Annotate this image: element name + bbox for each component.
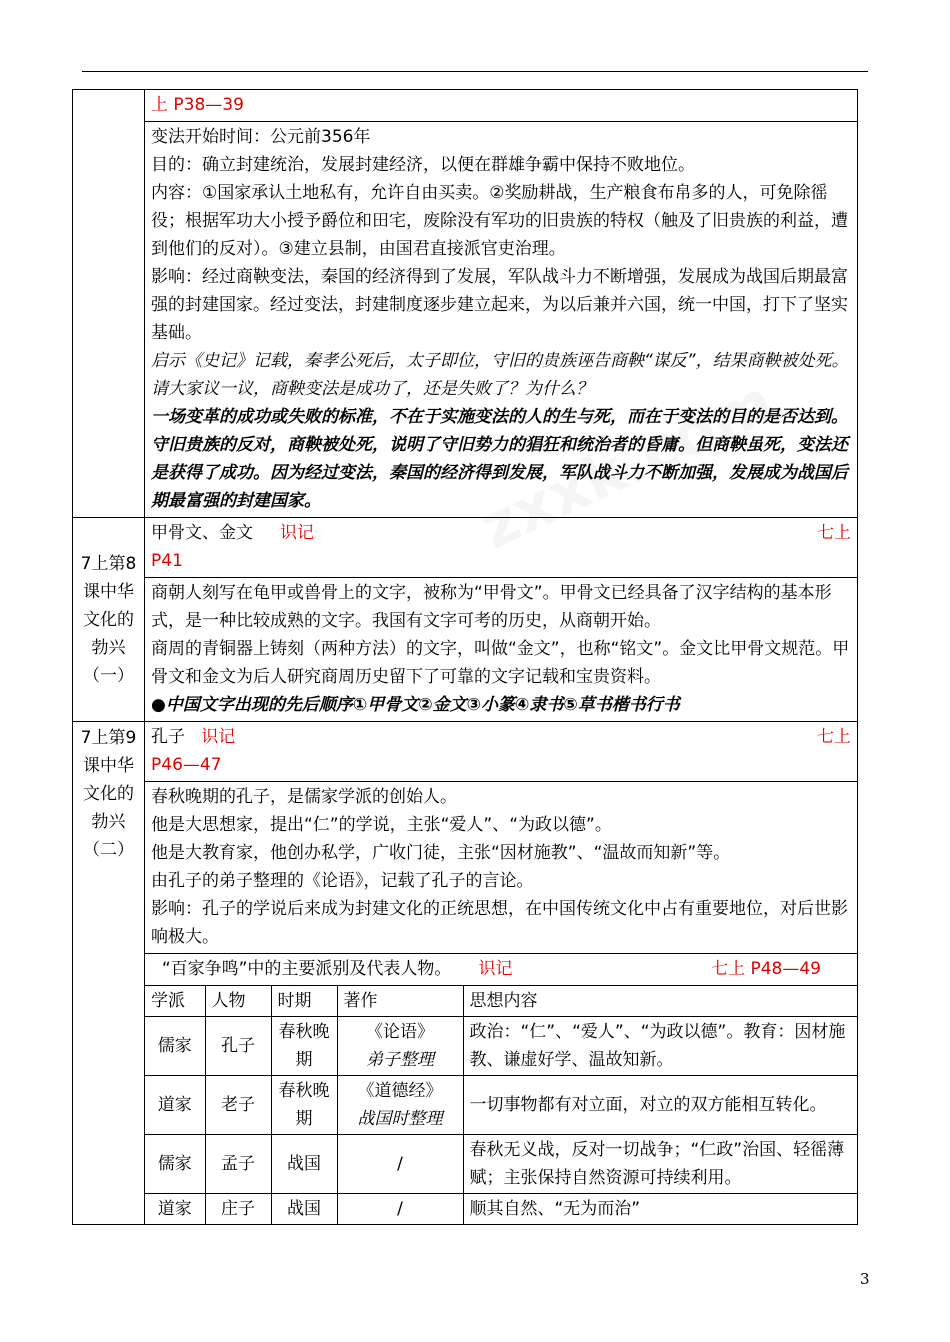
lesson9-title: 孔子 — [151, 727, 185, 747]
influence: 影响：经过商鞅变法，秦国的经济得到了发展，军队战斗力不断增强，发展成为战国后期最富强的封建国家。经过变法，封建制度逐步建立起来，为以后兼并六国，统一中国，打下了坚实基础。 — [151, 267, 848, 343]
bronze-text: 商周的青铜器上铸刻（两种方法）的文字，叫做“金文”，也称“铭文”。金文比甲骨文规范。甲骨文和金文为后人研究商周历史留下了可靠的文字记载和宝贵资料。 — [151, 639, 850, 687]
schools-table — [145, 986, 857, 1224]
period: 春秋晚期 — [271, 1076, 337, 1135]
lesson9-page: P46—47 — [151, 755, 222, 775]
section1-ref: 上 P38—39 — [145, 90, 858, 122]
schools-row — [73, 954, 858, 1225]
col-idea: 思想内容 — [463, 986, 857, 1017]
work-note: 弟子整理 — [366, 1050, 434, 1070]
idea: 顺其自然、“无为而治” — [463, 1194, 857, 1225]
section1-body-row — [73, 122, 858, 518]
confucius-line-2: 他是大思想家，提出“仁”的学说，主张“爱人”、“为政以德”。 — [151, 815, 612, 835]
person: 孔子 — [205, 1017, 271, 1076]
work — [337, 1017, 463, 1076]
lesson9-header-row — [73, 722, 858, 782]
lesson9-body — [145, 782, 858, 954]
schools-title: “百家争鸣”中的主要派别及代表人物。 — [161, 959, 452, 979]
table-row — [145, 1194, 857, 1225]
col-person: 人物 — [205, 986, 271, 1017]
lesson8-title: 甲骨文、金文 — [151, 523, 253, 543]
table-row — [145, 1017, 857, 1076]
col-period: 时期 — [271, 986, 337, 1017]
confucius-line-3: 他是大教育家，他创办私学，广收门徒，主张“因材施教”、“温故而知新”等。 — [151, 843, 731, 863]
school: 儒家 — [145, 1135, 205, 1194]
idea: 春秋无义战，反对一切战争；“仁政”治国、轻徭薄赋；主张保持自然资源可持续利用。 — [463, 1135, 857, 1194]
lesson8-body — [145, 578, 858, 722]
lesson8-header-row — [73, 518, 858, 578]
lesson8-body-row — [73, 578, 858, 722]
section1-left-cell — [73, 90, 145, 518]
header-rule — [82, 71, 868, 72]
notes-table-wrapper — [72, 89, 858, 1225]
idea: 一切事物都有对立面，对立的双方能相互转化。 — [463, 1076, 857, 1135]
work-title: 《道德经》 — [357, 1081, 443, 1101]
period: 战国 — [271, 1135, 337, 1194]
work-note: 战国时整理 — [357, 1109, 443, 1129]
schools-ref: 七上 P48—49 — [711, 959, 821, 979]
period: 春秋晚期 — [271, 1017, 337, 1076]
confucius-line-4: 由孔子的弟子整理的《论语》，记载了孔子的言论。 — [151, 871, 534, 891]
lesson8-page: P41 — [151, 551, 183, 571]
question: 启示《史记》记载，秦孝公死后，太子即位，守旧的贵族诬告商鞅“谋反”，结果商鞅被处死。请大家议一议，商鞅变法是成功了，还是失败了？为什么？ — [151, 351, 849, 399]
content: 内容：①国家承认土地私有，允许自由买卖。②奖励耕战，生产粮食布帛多的人，可免除徭役；根据军功大小授予爵位和田宅，废除没有军功的旧贵族的特权（触及了旧贵族的利益，遭到他们的反对）。③建立县制，由国君直接派官吏治理。 — [151, 183, 848, 259]
table-row — [145, 1135, 857, 1194]
work — [337, 1076, 463, 1135]
lesson8-tag: 识记 — [280, 523, 315, 543]
purpose: 目的：确立封建统治，发展封建经济，以便在群雄争霸中保持不败地位。 — [151, 155, 695, 175]
page-number: 3 — [860, 1270, 870, 1288]
lesson9-label: 7上第9课中华文化的勃兴（二） — [73, 722, 145, 1225]
col-school: 学派 — [145, 986, 205, 1017]
lesson9-body-row — [73, 782, 858, 954]
confucius-line-1: 春秋晚期的孔子，是儒家学派的创始人。 — [151, 787, 457, 807]
work: / — [337, 1194, 463, 1225]
section1-body — [145, 122, 858, 518]
answer: 一场变革的成功或失败的标准，不在于实施变法的人的生与死，而在于变法的目的是否达到。守旧贵族的反对，商鞅被处死，说明了守旧势力的猖狂和统治者的昏庸。但商鞅虽死，变法还是获得了成功。因为经过变法，秦国的经济得到发展，军队战斗力不断加强，发展成为战国后期最富强的封建国家。 — [151, 407, 848, 511]
notes-table — [72, 89, 858, 1225]
table-row — [145, 1076, 857, 1135]
section1-ref-row — [73, 90, 858, 122]
start-time: 变法开始时间：公元前356年 — [151, 127, 371, 147]
script-order: ●中国文字出现的先后顺序①甲骨文②金文③小篆④隶书⑤草书楷书行书 — [151, 695, 680, 715]
lesson9-header — [145, 722, 858, 782]
school: 儒家 — [145, 1017, 205, 1076]
person: 老子 — [205, 1076, 271, 1135]
school: 道家 — [145, 1194, 205, 1225]
col-work: 著作 — [337, 986, 463, 1017]
period: 战国 — [271, 1194, 337, 1225]
lesson9-grade: 七上 — [817, 727, 851, 747]
schools-table-header — [145, 986, 857, 1017]
work: / — [337, 1135, 463, 1194]
school: 道家 — [145, 1076, 205, 1135]
lesson8-label: 7上第8课中华文化的勃兴（一） — [73, 518, 145, 722]
lesson8-grade: 七上 — [817, 523, 851, 543]
lesson9-tag: 识记 — [201, 727, 236, 747]
schools-tag: 识记 — [478, 959, 513, 979]
work-title: 《论语》 — [366, 1022, 434, 1042]
person: 庄子 — [205, 1194, 271, 1225]
person: 孟子 — [205, 1135, 271, 1194]
schools-cell — [145, 954, 858, 1225]
oracle-bone-text: 商朝人刻写在龟甲或兽骨上的文字，被称为“甲骨文”。甲骨文已经具备了汉字结构的基本形式，是一种比较成熟的文字。我国有文字可考的历史，从商朝开始。 — [151, 583, 832, 631]
confucius-line-5: 影响：孔子的学说后来成为封建文化的正统思想，在中国传统文化中占有重要地位，对后世影响极大。 — [151, 899, 848, 947]
schools-header — [145, 954, 857, 986]
lesson8-header — [145, 518, 858, 578]
idea: 政治：“仁”、“爱人”、“为政以德”。教育：因材施教、谦虚好学、温故知新。 — [463, 1017, 857, 1076]
